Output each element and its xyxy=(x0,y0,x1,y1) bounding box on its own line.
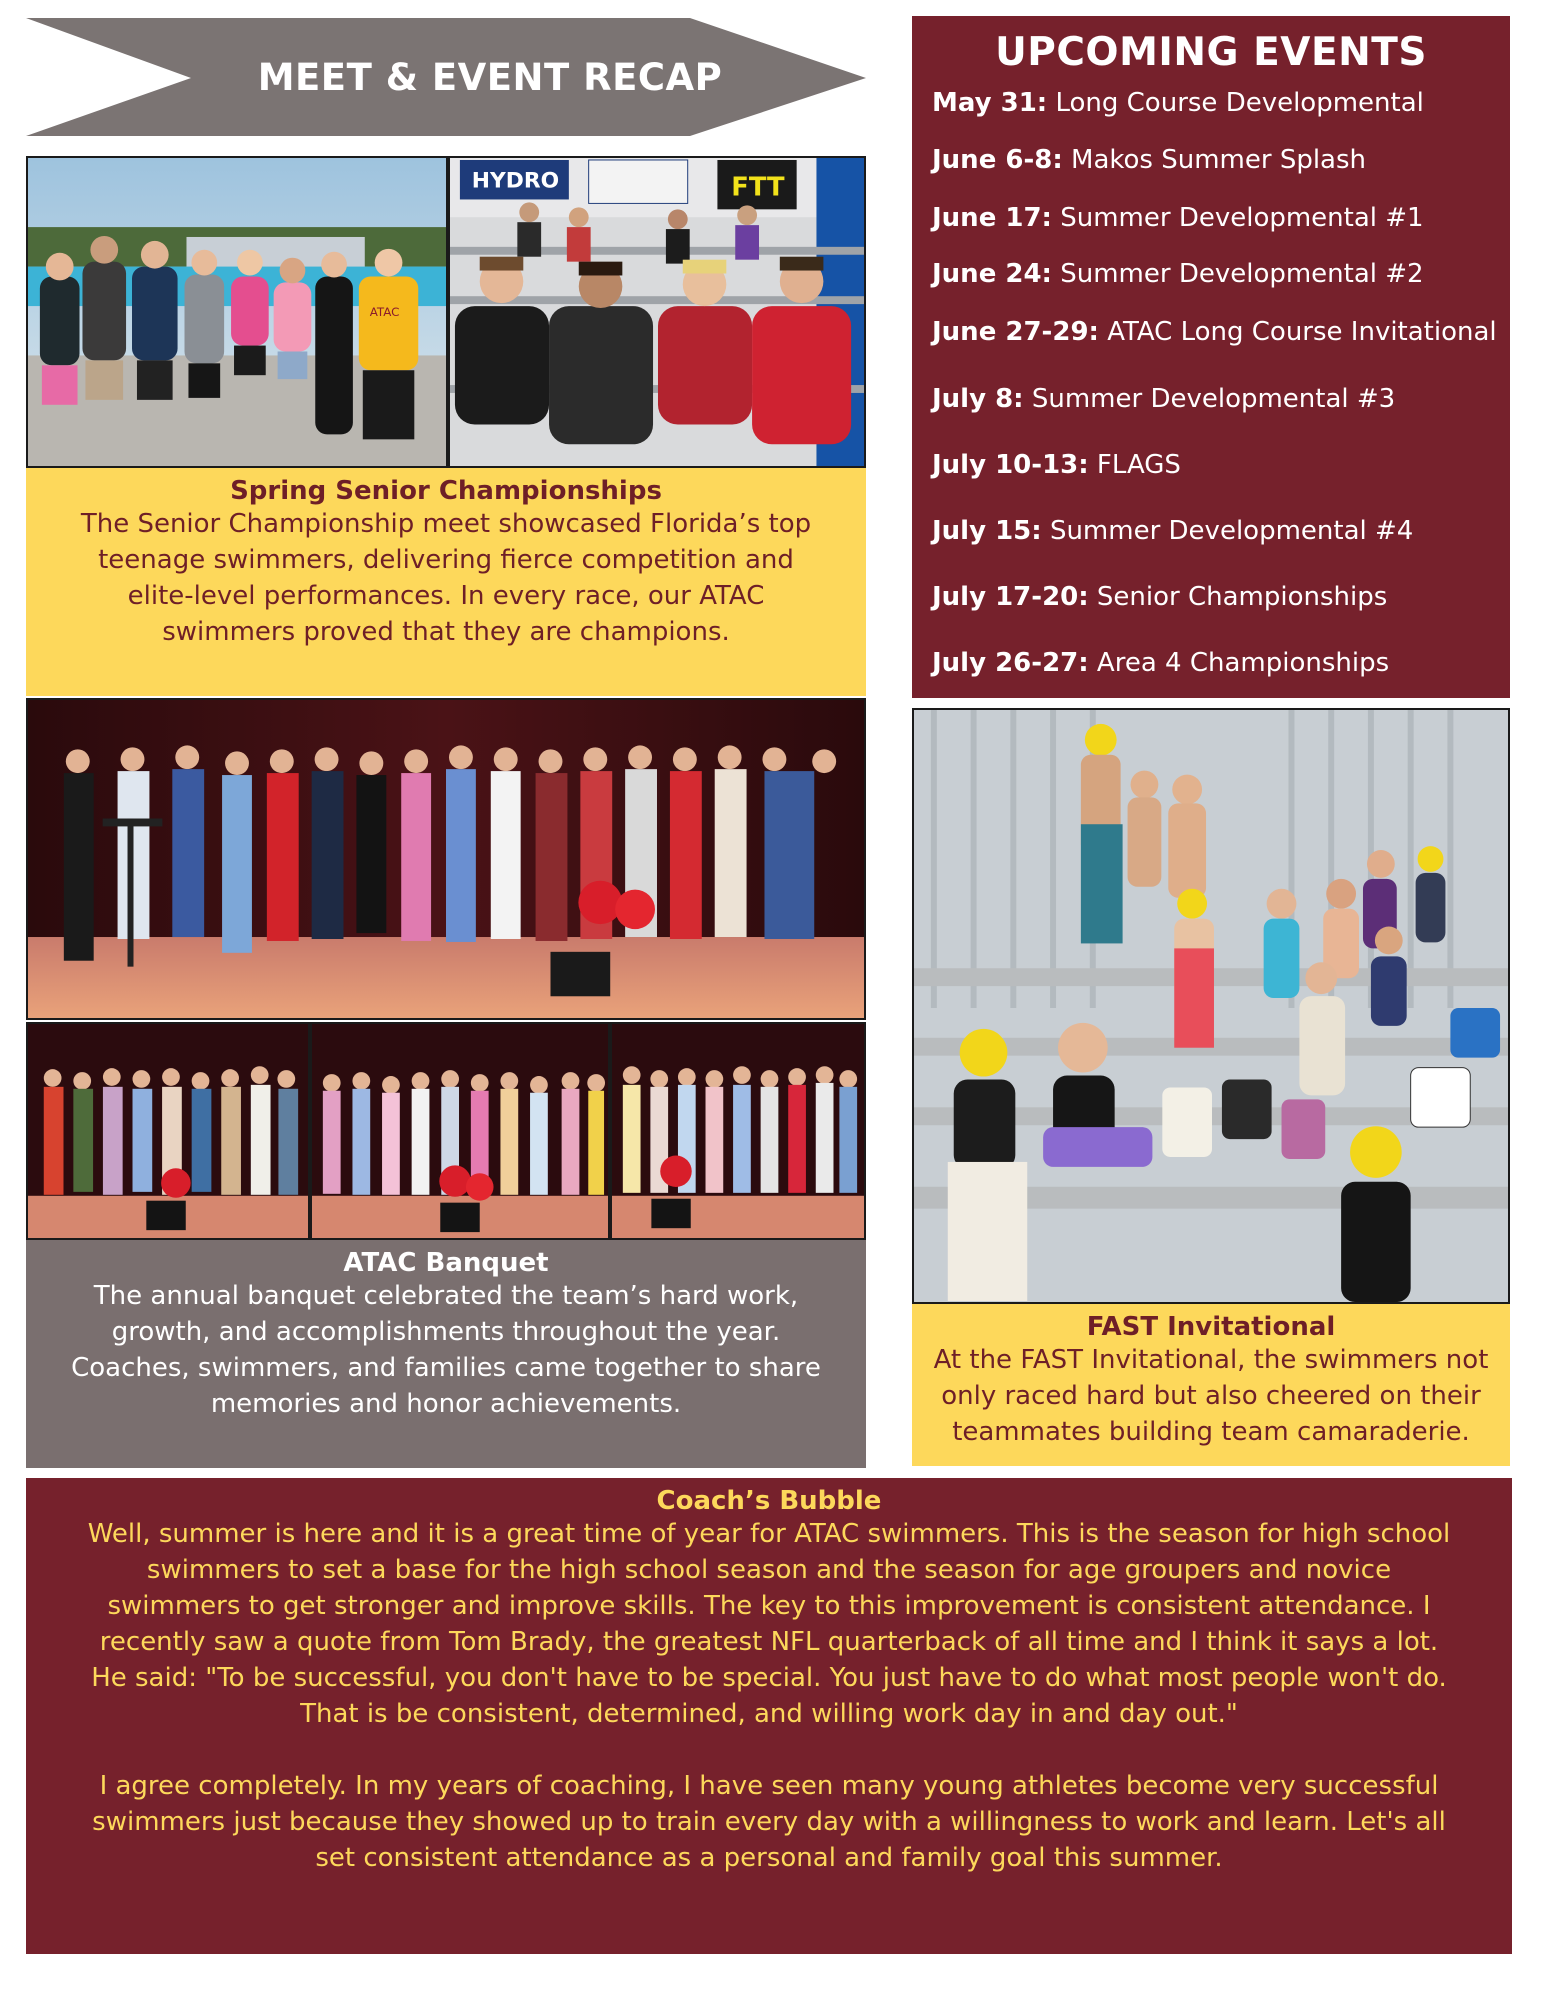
event-name: Long Course Developmental xyxy=(1055,88,1424,118)
caption-title: FAST Invitational xyxy=(1086,1312,1336,1342)
senior-team-photo-bench xyxy=(448,156,866,468)
coaches-bubble-panel xyxy=(26,1478,1512,1954)
coach-line: recently saw a quote from Tom Brady, the greatest NFL quarterback of all time and I think it says a lot. xyxy=(99,1627,1439,1657)
caption-line: Coaches, swimmers, and families came together to share xyxy=(71,1353,821,1383)
event-name: Makos Summer Splash xyxy=(1071,145,1367,175)
caption-title: Spring Senior Championships xyxy=(230,476,662,506)
caption-body xyxy=(26,506,866,650)
event-item xyxy=(932,317,1497,347)
banner-sign-text: HYDRO xyxy=(471,168,560,194)
banquet-group-photo-2 xyxy=(310,1022,610,1240)
event-name: FLAGS xyxy=(1096,450,1181,480)
senior-team-photo-pool xyxy=(26,156,448,468)
event-item xyxy=(932,516,1413,546)
caption-line: growth, and accomplishments throughout the year. xyxy=(111,1317,781,1347)
coach-paragraph-1 xyxy=(26,1516,1512,1732)
event-date: May 31: xyxy=(932,88,1048,118)
event-date: July 26-27: xyxy=(932,648,1089,678)
caption-body xyxy=(26,1278,866,1422)
coach-line: Well, summer is here and it is a great time of year for ATAC swimmers. This is the season for high school xyxy=(87,1519,1451,1549)
coach-line: He said: "To be successful, you don't have to be special. You just have to do what most people won't do. xyxy=(91,1663,1447,1693)
event-name: Senior Championships xyxy=(1096,582,1388,612)
event-item xyxy=(932,259,1424,289)
senior-championships-caption xyxy=(26,468,866,696)
coach-paragraph-2 xyxy=(26,1768,1512,1876)
section-title: MEET & EVENT RECAP xyxy=(257,55,723,99)
event-item xyxy=(932,203,1424,233)
event-name: Area 4 Championships xyxy=(1096,648,1390,678)
upcoming-events-panel xyxy=(912,16,1510,698)
banquet-stage-photo xyxy=(26,698,866,1020)
banquet-group-photo-1 xyxy=(26,1022,310,1240)
caption-line: At the FAST Invitational, the swimmers not xyxy=(933,1345,1489,1375)
banquet-group-photo-3 xyxy=(610,1022,866,1240)
banquet-caption xyxy=(26,1240,866,1468)
event-name: Summer Developmental #4 xyxy=(1049,516,1414,546)
event-date: June 27-29: xyxy=(932,317,1099,347)
event-date: July 17-20: xyxy=(932,582,1089,612)
event-item xyxy=(932,145,1366,175)
event-item xyxy=(932,384,1395,414)
caption-line: swimmers proved that they are champions. xyxy=(162,617,730,647)
event-name: Summer Developmental #3 xyxy=(1031,384,1396,414)
banner-sign-text: FTT xyxy=(731,172,785,203)
caption-title: ATAC Banquet xyxy=(343,1248,549,1278)
event-date: July 10-13: xyxy=(932,450,1089,480)
event-name: Summer Developmental #1 xyxy=(1060,203,1424,233)
event-date: June 17: xyxy=(932,203,1052,233)
caption-line: teammates building team camaraderie. xyxy=(952,1417,1470,1447)
coach-line: set consistent attendance as a personal and family goal this summer. xyxy=(315,1843,1223,1873)
event-item xyxy=(932,648,1389,678)
event-item xyxy=(932,450,1181,480)
fast-invitational-caption xyxy=(912,1304,1510,1466)
coach-line: That is be consistent, determined, and willing work day in and day out." xyxy=(300,1699,1238,1729)
event-item xyxy=(932,582,1387,612)
coaches-bubble-title: Coach’s Bubble xyxy=(656,1486,882,1516)
caption-body xyxy=(912,1342,1510,1450)
event-date: June 6-8: xyxy=(932,145,1063,175)
event-date: July 8: xyxy=(932,384,1024,414)
fast-invitational-photo xyxy=(912,708,1510,1304)
coach-line: I agree completely. In my years of coaching, I have seen many young athletes become very successful xyxy=(99,1771,1439,1801)
caption-line: memories and honor achievements. xyxy=(210,1389,682,1419)
caption-line: elite-level performances. In every race, our ATAC xyxy=(127,581,765,611)
caption-line: only raced hard but also cheered on their xyxy=(941,1381,1481,1411)
event-date: June 24: xyxy=(932,259,1052,289)
event-name: ATAC Long Course Invitational xyxy=(1107,317,1497,347)
caption-line: teenage swimmers, delivering fierce competition and xyxy=(98,545,794,575)
shirt-text: ATAC xyxy=(369,304,400,319)
caption-line: The annual banquet celebrated the team’s hard work, xyxy=(93,1281,799,1311)
event-name: Summer Developmental #2 xyxy=(1060,259,1424,289)
coach-line: swimmers just because they showed up to train every day with a willingness to work and learn. Let's all xyxy=(92,1807,1446,1837)
upcoming-events-heading: UPCOMING EVENTS xyxy=(995,30,1427,75)
event-date: July 15: xyxy=(932,516,1042,546)
event-item xyxy=(932,88,1424,118)
coach-line: swimmers to get stronger and improve skills. The key to this improvement is consistent attendance. I xyxy=(107,1591,1431,1621)
coach-line: swimmers to set a base for the high school season and the season for age groupers and novice xyxy=(146,1555,1392,1585)
caption-line: The Senior Championship meet showcased Florida’s top xyxy=(80,509,812,539)
